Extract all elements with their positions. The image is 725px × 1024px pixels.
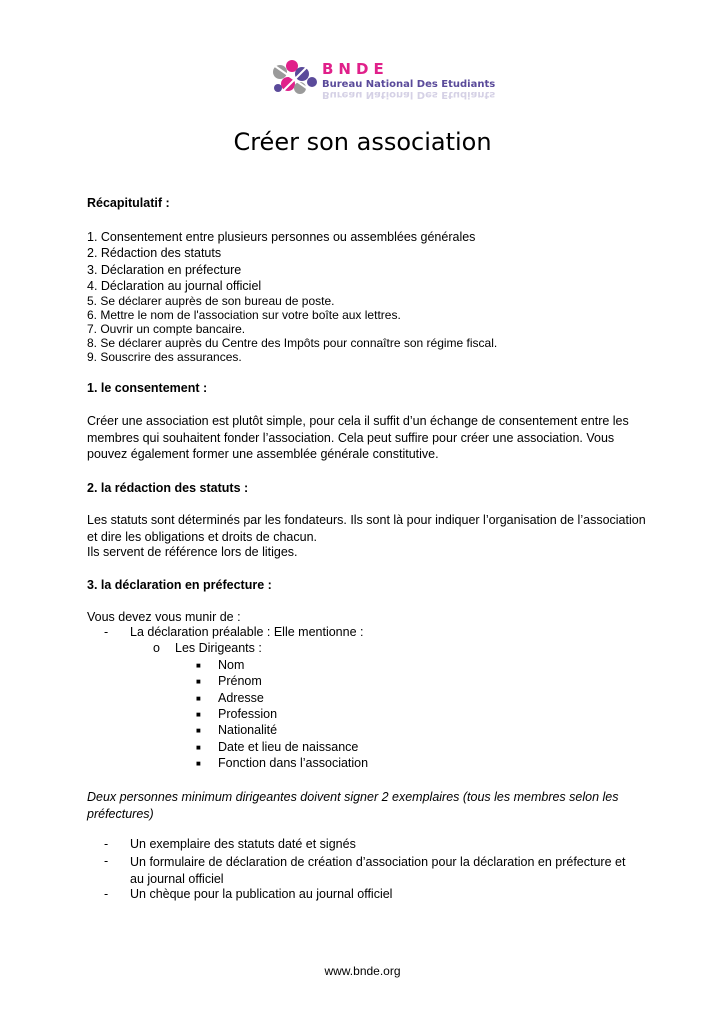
square-bullet: ■ xyxy=(196,661,201,670)
recap-item: 5. Se déclarer auprès de son bureau de poste. xyxy=(87,294,335,308)
dash-bullet: - xyxy=(104,625,109,639)
footer-url: www.bnde.org xyxy=(324,964,401,978)
recap-heading: Récapitulatif : xyxy=(87,196,170,210)
recap-item: 7. Ouvrir un compte bancaire. xyxy=(87,322,246,336)
section2-body: Les statuts sont déterminés par les fondateurs. Ils sont là pour indiquer l’organisation de l’association et dire les obligations et droits de chacun. xyxy=(87,513,646,544)
declaration-item: La déclaration préalable : Elle mentionne : xyxy=(130,625,364,639)
square-bullet: ■ xyxy=(196,710,201,719)
dirigeant-field: Nationalité xyxy=(218,723,278,737)
square-bullet: ■ xyxy=(196,677,201,686)
recap-item: 4. Déclaration au journal officiel xyxy=(87,279,262,293)
section3-heading: 3. la déclaration en préfecture : xyxy=(87,578,272,592)
dirigeant-field: Nom xyxy=(218,658,245,672)
square-bullet: ■ xyxy=(196,726,201,735)
section3-intro: Vous devez vous munir de : xyxy=(87,610,241,624)
document-item: Un formulaire de déclaration de création d’association pour la déclaration en préfecture et au journal officiel xyxy=(130,855,626,886)
logo-brand: BNDE xyxy=(322,60,389,78)
recap-item: 1. Consentement entre plusieurs personnes ou assemblées générales xyxy=(87,230,476,244)
dash-bullet: - xyxy=(104,854,109,868)
square-bullet: ■ xyxy=(196,694,201,703)
dirigeant-field: Profession xyxy=(218,707,278,721)
dirigeant-field: Prénom xyxy=(218,674,262,688)
recap-item: 9. Souscrire des assurances. xyxy=(87,350,242,364)
puzzle-logo-icon xyxy=(272,60,318,98)
dirigeant-field: Fonction dans l’association xyxy=(218,756,369,770)
document-item: Un chèque pour la publication au journal officiel xyxy=(130,887,393,901)
square-bullet: ■ xyxy=(196,759,201,768)
dash-bullet: - xyxy=(104,887,109,901)
dirigeants-item: Les Dirigeants : xyxy=(175,641,262,655)
section1-body: Créer une association est plutôt simple, pour cela il suffit d’un échange de consentement entre les membres qui souhaitent fonder l’association. Cela peut suffire pour créer une association. Vous pouvez également former une assemblée générale constitutive. xyxy=(87,414,629,461)
recap-item: 3. Déclaration en préfecture xyxy=(87,263,242,277)
dash-bullet: - xyxy=(104,837,109,851)
page-title: Créer son association xyxy=(233,128,492,156)
section2-body-2: Ils servent de référence lors de litiges. xyxy=(87,545,298,559)
recap-item: 8. Se déclarer auprès du Centre des Impôts pour connaître son régime fiscal. xyxy=(87,336,498,350)
recap-item: 2. Rédaction des statuts xyxy=(87,246,222,260)
section2-heading: 2. la rédaction des statuts : xyxy=(87,481,249,495)
signature-note: Deux personnes minimum dirigeantes doivent signer 2 exemplaires (tous les membres selon les préfectures) xyxy=(87,790,619,821)
logo-subtitle: Bureau National Des Etudiants xyxy=(322,79,496,90)
square-bullet: ■ xyxy=(196,743,201,752)
dirigeant-field: Adresse xyxy=(218,691,264,705)
circle-bullet: o xyxy=(153,641,160,655)
document-item: Un exemplaire des statuts daté et signés xyxy=(130,837,356,851)
logo-subtitle-reflection: Bureau National Des Etudiants xyxy=(322,89,496,100)
section1-heading: 1. le consentement : xyxy=(87,381,208,395)
recap-item: 6. Mettre le nom de l'association sur votre boîte aux lettres. xyxy=(87,308,401,322)
dirigeant-field: Date et lieu de naissance xyxy=(218,740,359,754)
